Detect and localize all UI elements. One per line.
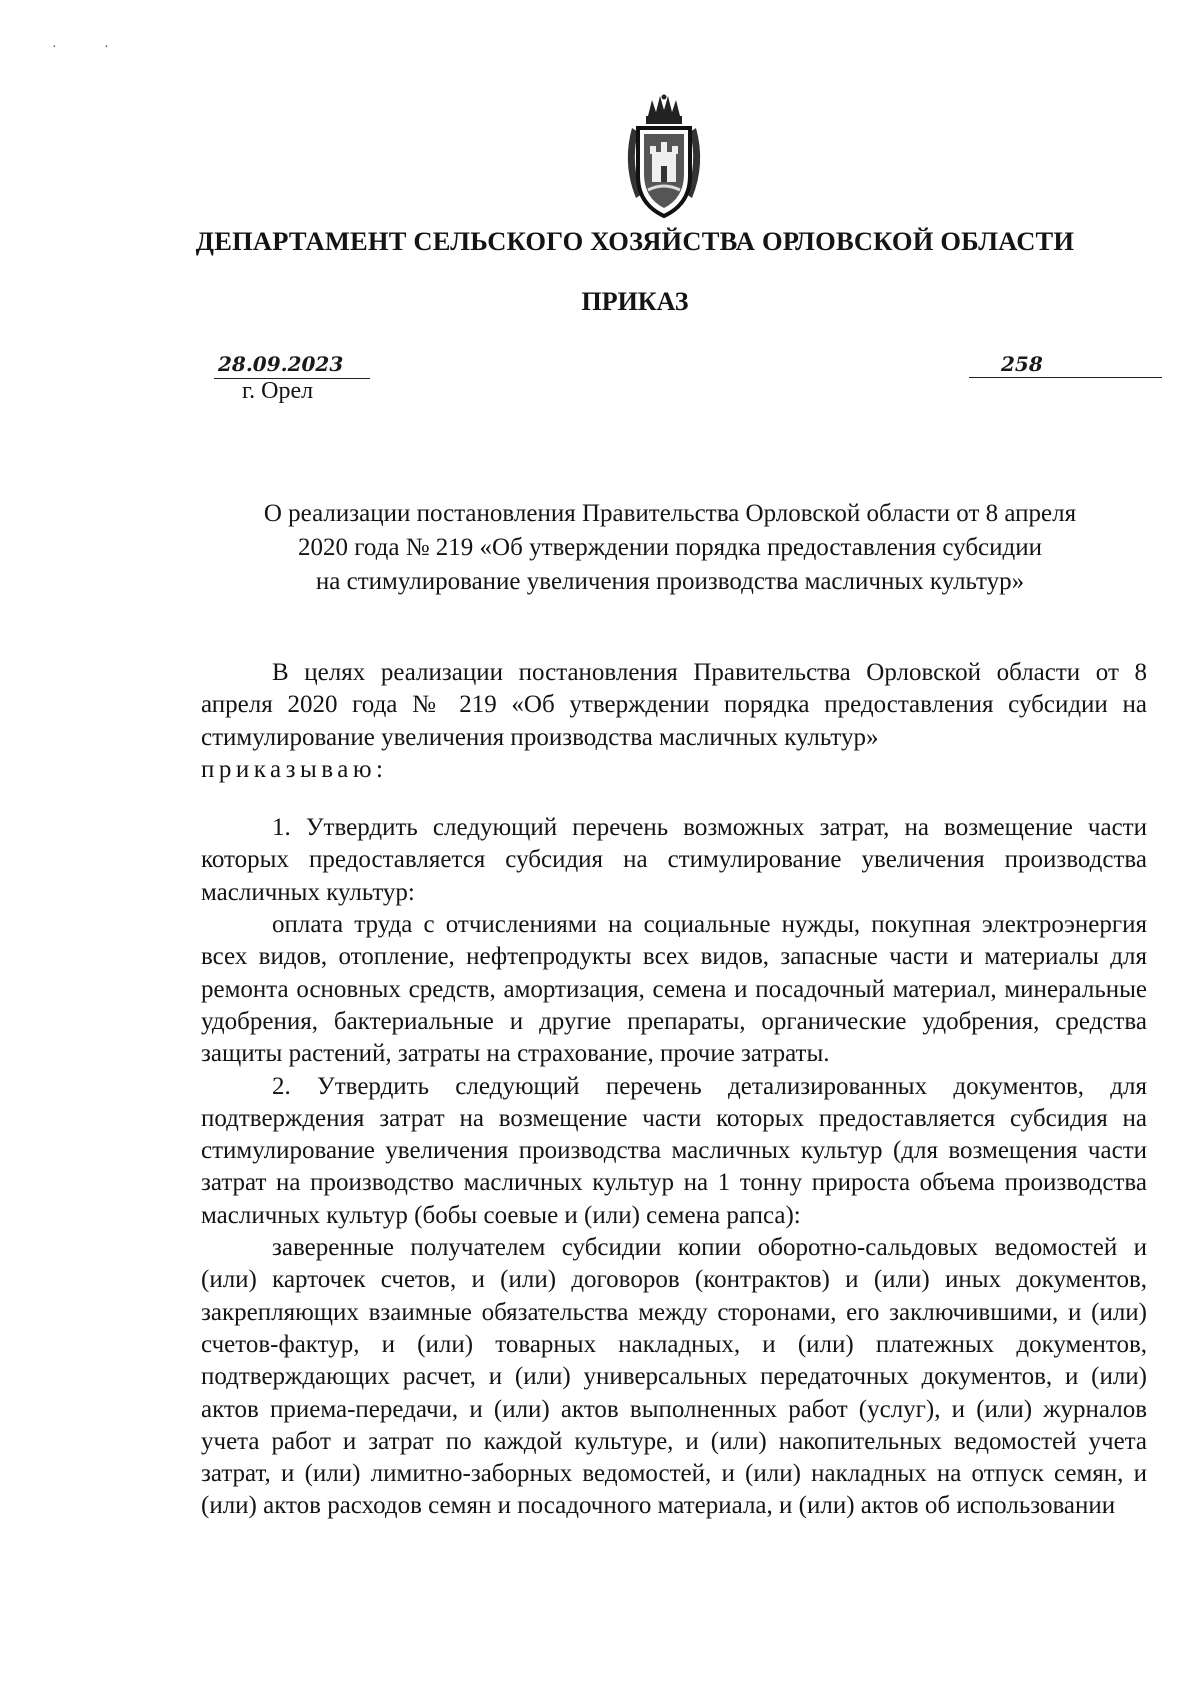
coat-of-arms-icon (618, 94, 710, 220)
item-2: 2. Утвердить следующий перечень детализированных документов, для подтверждения затрат на возмещение части которых предоставляется субсидия на стимулирование увеличения производства масличных культур (для возмещения части затрат на производство масличных культур на 1 тонну прироста объема производства масличных культур (бобы соевые и (или) семена рапса): (201, 1072, 1147, 1229)
city: г. Орел (242, 378, 314, 404)
scan-specks: · · (52, 40, 131, 55)
item-2-list: заверенные получателем субсидии копии оборотно-сальдовых ведомостей и (или) карточек счетов, и (или) договоров (контрактов) и (или) иных документов, закрепляющих взаимные обязательства между сторонами, его заключившими, и (или) счетов-фактур, и (или) товарных накладных, и (или) платежных документов, подтверждающих расчет, и (или) универсальных передаточных документов, и (или) актов приема-передачи, и (или) актов выполненных работ (услуг), и (или) журналов учета работ и затрат по каждой культуре, и (или) накопительных ведомостей учета затрат, и (или) лимитно-заборных ведомостей, и (или) накладных на отпуск семян, и (или) актов расходов семян и посадочного материала, и (или) актов об использовании (201, 1234, 1147, 1520)
handwritten-date: 28.09.2023 (218, 352, 344, 376)
number-field (969, 352, 1162, 378)
date-field (214, 352, 370, 379)
order-word: приказываю: (201, 755, 388, 783)
subject-line: 2020 года № 219 «Об утверждении порядка предоставления субсидии (297, 534, 1043, 561)
document-type: ПРИКАЗ (581, 287, 689, 316)
subject-line: О реализации постановления Правительства Орловской области от 8 апреля (263, 500, 1077, 527)
item-1: 1. Утвердить следующий перечень возможных затрат, на возмещение части которых предоставляется субсидия на стимулирование увеличения производства масличных культур: (201, 814, 1147, 906)
order-subject (170, 497, 1170, 599)
handwritten-number: 258 (1001, 352, 1043, 376)
department-name: ДЕПАРТАМЕНТ СЕЛЬСКОГО ХОЗЯЙСТВА ОРЛОВСКОЙ ОБЛАСТИ (195, 226, 1075, 256)
subject-line: на стимулирование увеличения производства масличных культур» (315, 568, 1025, 595)
item-1-list: оплата труда с отчислениями на социальные нужды, покупная электроэнергия всех видов, отопление, нефтепродукты всех видов, запасные части и материалы для ремонта основных средств, амортизация, семена и посадочный материал, минеральные удобрения, бактериальные и другие препараты, органические удобрения, средства защиты растений, затраты на страхование, прочие затраты. (201, 911, 1147, 1068)
preamble: В целях реализации постановления Правительства Орловской области от 8 апреля 2020 года № 219 «Об утверждении порядка предоставления субсидии на стимулирование увеличения производства масличных культур» (201, 659, 1147, 751)
order-body (201, 657, 1147, 1523)
